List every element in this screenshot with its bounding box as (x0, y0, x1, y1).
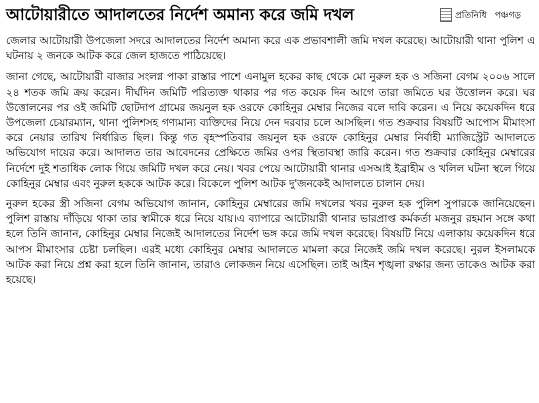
paragraph-2: জানা গেছে, আটোয়ারী বাজার সংলগ্ন পাকা রাস্তার পাশে এনামুল হকের কাছ থেকে মো নুরুল হক ও সজিনা বেগম ২০০৬ সালে ২৪ শতক জমি ক্রয় করেন। দীর্ঘদিন জমিটি পরিত্যক্ত থাকার পর গত কয়েক দিন আগে তারা জমিতে ঘর উত্তোলন করে। ঘর উত্তোলনের পর ওই জমিটি ছোটদাপ গ্রামের জয়নুল হক ওরফে কোহিনুর মেম্বার নিজের বলে দাবি করেন। এ নিয়ে কয়েকদিন ধরে উপজেলা চেয়ারম্যান, থানা পুলিশসহ গণ্যমান্য ব্যক্তিদের নিয়ে দেন দরবার চলে আসছিল। গত শুক্রবার বিষয়টি আপোস মীমাংসা করে নেয়ার তারিখ নির্ধারিত ছিল। কিন্তু গত বৃহস্পতিবার জয়নুল হক ওরফে কোহিনুর মেম্বার নির্বাহী ম্যাজিস্ট্রেট আদালতে অভিযোগ দায়ের করে। আদালত তার আবেদনের প্রেক্ষিতে জমির ওপর স্থিতাবস্থা জারি করেন। গত শুক্রবার কোহিনুর মেম্বারের নির্দেশে দুই শতাধিক লোক গিয়ে জমিটি দখল করে নেয়। খবর পেয়ে আটোয়ারী থানার এসআই ইব্রাহীম ও খলিল ঘটনা স্থলে গিয়ে কোহিনুর মেম্বার এবং নুরুল হককে আটক করে। বিকেলে পুলিশ আটক দু'জনকেই আদালতে চালান দেয়। (6, 71, 535, 190)
article-header (6, 4, 535, 26)
source-label: প্রতিনিধি (455, 10, 487, 21)
byline (440, 8, 521, 23)
paragraph-3: নুরুল হকের স্ত্রী সজিনা বেগম অভিযোগ জানান, কোহিনুর মেম্বারের জমি দখলের খবর নুরুল হক পুলিশ সুপারকে জানিয়েছেন। পুলিশ রাস্তায় দাঁড়িয়ে থাকা তার স্বামীকে ধরে নিয়ে যায়।এ ব্যাপারে আটোয়ারী থানার ভারপ্রাপ্ত কর্মকর্তা মজনুর রহমান সঙ্গে কথা হলে তিনি জানান, কোহিনুর মেম্বার নিজেই আদালতের নির্দেশ ভঙ্গ করে জমি দখল করেছে। বিষয়টি নিয়ে এলাকায় কয়েকদিন ধরে আপস মীমাংসার চেষ্টা চলছিল। এরই মধ্যে কোহিনুর মেম্বার আদালতে মামলা করে নিজেই জমি দখল করেছে। নুরল ইসলামকে আটক করা নিয়ে প্রশ্ন করা হলে তিনি জানান, তারাও লোকজন নিয়ে এসেছিল। তাই আইন শৃঙ্খলা রক্ষার জন্য তাকেও আটক করা হয়েছে। (6, 198, 535, 287)
paragraph-1: জেলার আটোয়ারী উপজেলা সদরে আদালতের নির্দেশ অমান্য করে এক প্রভাবশালী জমি দখল করেছে। আটোয়ারী থানা পুলিশ এ ঘটনায় ২ জনকে আটক করে জেল হাজতে পাঠিয়েছে। (6, 35, 535, 63)
article-body (6, 34, 535, 293)
page-label: পঞ্চগড় (494, 10, 521, 21)
headline: আটোয়ারীতে আদালতের নির্দেশ অমান্য করে জমি দখল (6, 4, 354, 24)
document-icon (440, 8, 452, 22)
